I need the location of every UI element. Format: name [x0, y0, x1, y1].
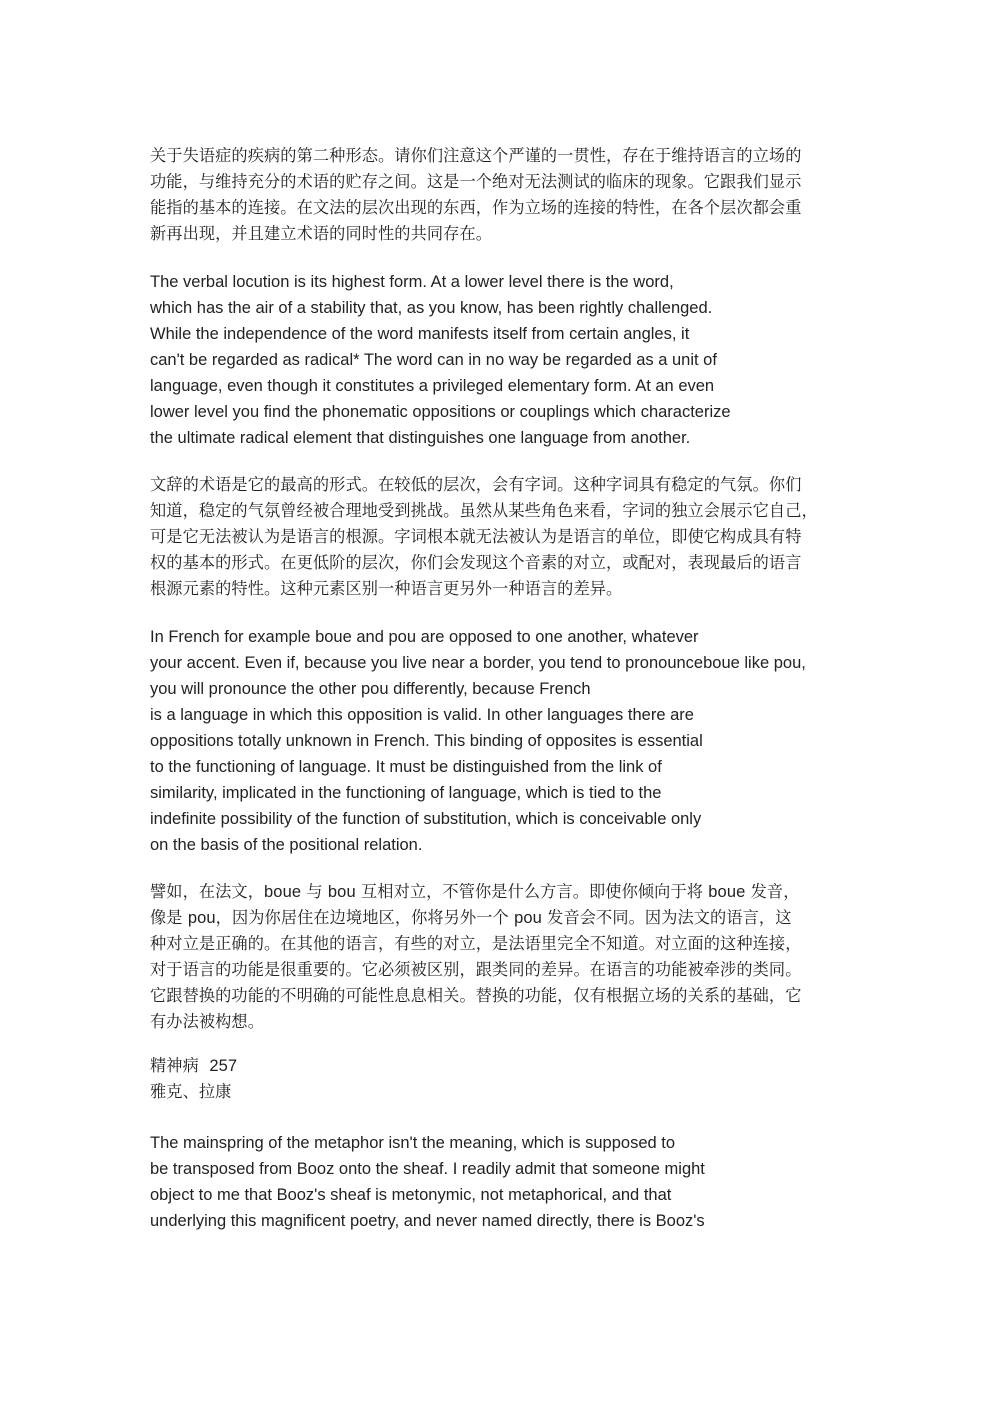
text-line: 文辞的术语是它的最高的形式。在较低的层次，会有字词。这种字词具有稳定的气氛。你们: [150, 475, 802, 494]
paragraph-chinese-verbal-locution: [150, 472, 850, 602]
text-line: similarity, implicated in the functioning of language, which is tied to the: [150, 784, 662, 802]
text-line: on the basis of the positional relation.: [150, 836, 423, 854]
text-run: 譬如，在法文，: [150, 882, 265, 901]
text-line: 对于语言的功能是很重要的。它必须被区别，跟类同的差异。在语言的功能被牵涉的类同。: [150, 960, 802, 979]
text-line: 可是它无法被认为是语言的根源。字词根本就无法被认为是语言的单位，即使它构成具有特: [150, 527, 802, 546]
text-line: In French for example boue and pou are opposed to one another, whatever: [150, 628, 699, 646]
french-word: boue: [264, 883, 302, 901]
text-line: 新再出现，并且建立术语的同时性的共同存在。: [150, 224, 493, 243]
text-line: be transposed from Booz onto the sheaf. I readily admit that someone might: [150, 1160, 705, 1178]
page-number: 257: [209, 1057, 238, 1075]
text-line: While the independence of the word manifests itself from certain angles, it: [150, 325, 690, 343]
text-line: The mainspring of the metaphor isn't the meaning, which is supposed to: [150, 1134, 676, 1152]
text-line: The verbal locution is its highest form. At a lower level there is the word,: [150, 273, 674, 291]
text-line: can't be regarded as radical* The word can in no way be regarded as a unit of: [150, 351, 717, 369]
french-word: pou: [514, 909, 542, 927]
book-title: 精神病: [150, 1056, 199, 1075]
paragraph-spacer: [150, 1105, 850, 1130]
paragraph-chinese-aphasia: [150, 143, 850, 247]
footer-line: [150, 1053, 850, 1079]
author-name: 雅克、拉康: [150, 1082, 232, 1101]
text-run: 像是: [150, 908, 188, 927]
text-line: 种对立是正确的。在其他的语言，有些的对立，是法语里完全不知道。对立面的这种连接，: [150, 934, 802, 953]
text-line: which has the air of a stability that, as you know, has been rightly challenged.: [150, 299, 713, 317]
text-line: is a language in which this opposition is valid. In other languages there are: [150, 706, 694, 724]
paragraph-spacer: [150, 451, 850, 472]
running-footer: [150, 1053, 850, 1105]
text-run: 发音，: [745, 882, 800, 901]
text-line: your accent. Even if, because you live near a border, you tend to pronounceboue like pou,: [150, 654, 806, 672]
text-line: object to me that Booz's sheaf is metonymic, not metaphorical, and that: [150, 1186, 672, 1204]
text-line: [150, 879, 850, 905]
text-line: 有办法被构想。: [150, 1012, 265, 1031]
text-line: you will pronounce the other pou differently, because French: [150, 680, 591, 698]
text-line: 知道，稳定的气氛曾经被合理地受到挑战。虽然从某些角色来看，字词的独立会展示它自己，: [150, 501, 818, 520]
text-line: 关于失语症的疾病的第二种形态。请你们注意这个严谨的一贯性，存在于维持语言的立场的: [150, 146, 802, 165]
text-run: 与: [301, 882, 328, 901]
text-run: 互相对立，不管你是什么方言。即使你倾向于将: [355, 882, 709, 901]
text-line: underlying this magnificent poetry, and never named directly, there is Booz's: [150, 1212, 705, 1230]
paragraph-spacer: [150, 858, 850, 879]
text-line: lower level you find the phonematic oppositions or couplings which characterize: [150, 403, 731, 421]
paragraph-spacer: [150, 602, 850, 624]
text-line: 它跟替换的功能的不明确的可能性息息相关。替换的功能，仅有根据立场的关系的基础，它: [150, 986, 802, 1005]
paragraph-spacer: [150, 1035, 850, 1053]
text-line: language, even though it constitutes a privileged elementary form. At an even: [150, 377, 715, 395]
french-word: pou: [187, 909, 216, 927]
text-run: 发音会不同。因为法文的语言，这: [541, 908, 792, 927]
paragraph-english-verbal-locution: [150, 269, 850, 451]
text-run: ，因为你居住在边境地区，你将另外一个: [215, 908, 515, 927]
document-page: [150, 143, 850, 1234]
paragraph-english-french-example: [150, 624, 850, 858]
text-line: 能指的基本的连接。在文法的层次出现的东西，作为立场的连接的特性，在各个层次都会重: [150, 198, 802, 217]
text-line: [150, 905, 850, 931]
paragraph-english-metaphor: [150, 1130, 850, 1234]
french-word: bou: [327, 883, 356, 901]
paragraph-spacer: [150, 247, 850, 269]
text-line: 根源元素的特性。这种元素区别一种语言更另外一种语言的差异。: [150, 579, 623, 598]
text-line: 权的基本的形式。在更低阶的层次，你们会发现这个音素的对立，或配对，表现最后的语言: [150, 553, 802, 572]
french-word: boue: [708, 883, 746, 901]
text-line: 功能，与维持充分的术语的贮存之间。这是一个绝对无法测试的临床的现象。它跟我们显示: [150, 172, 802, 191]
text-line: indefinite possibility of the function of substitution, which is conceivable only: [150, 810, 702, 828]
text-line: the ultimate radical element that distinguishes one language from another.: [150, 429, 691, 447]
paragraph-chinese-french-example: [150, 879, 850, 1035]
text-line: oppositions totally unknown in French. This binding of opposites is essential: [150, 732, 703, 750]
text-line: to the functioning of language. It must be distinguished from the link of: [150, 758, 662, 776]
